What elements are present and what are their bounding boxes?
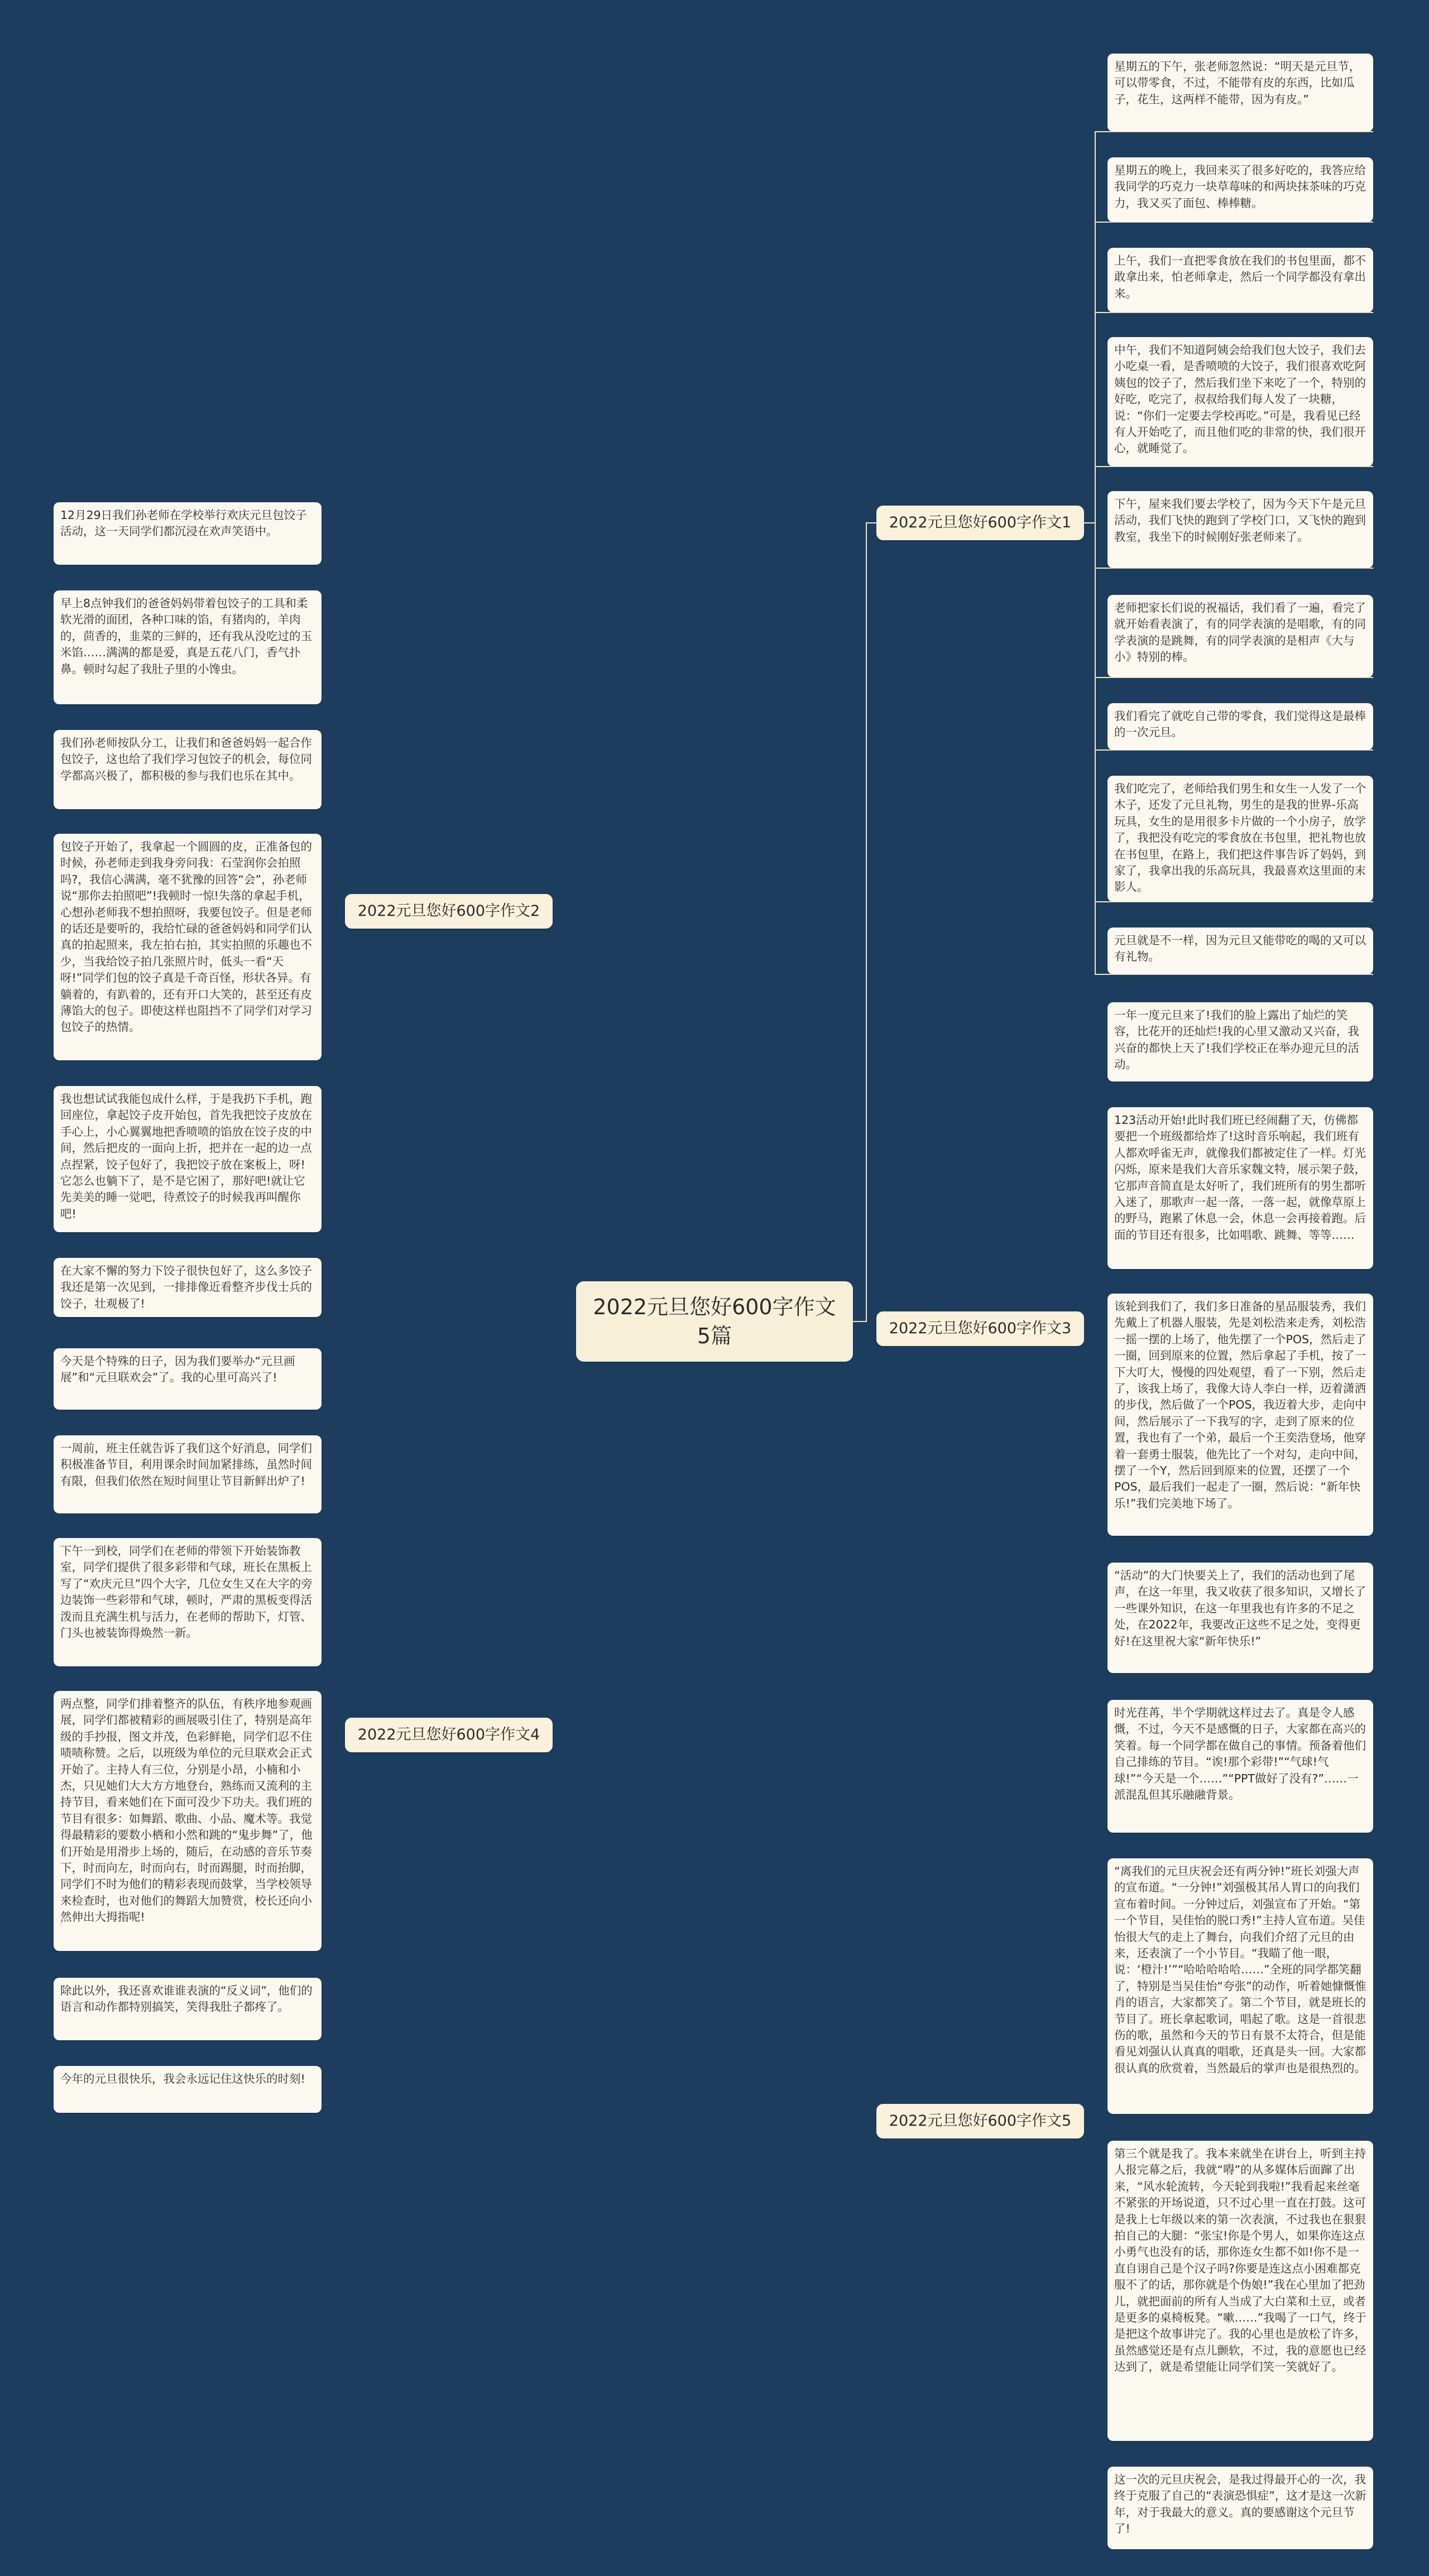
leaf-note-text: 12月29日我们孙老师在学校举行欢庆元旦包饺子活动，这一天同学们都沉浸在欢声笑语中。 (60, 508, 307, 539)
leaf-note-text: 该轮到我们了，我们多日准备的星品服装秀，我们先戴上了机器人服装，先是刘松浩来走秀，刘松浩一摇一摆的上场了，他先摆了一个POS，然后走了一圈，回到原来的位置，然后拿起了手机，按了一下大叮大，慢慢的四处观望，看了一下别，然后走了，该我上场了，我像大诗人李白一样，迈着潇洒的步伐，然后做了一个POS，我迈着大步，走向中间，然后展示了一下我写的字，走到了原来的位置，我也有了一个弟，最后一个王奕浩登场，他穿着一套勇士服装，他先比了一个对勾，走向中间，摆了一个Y，然后回到原来的位置，还摆了一个POS，最后我们一起走了一圈，然后说：“新年快乐!”我们完美地下场了。 (1114, 1300, 1366, 1510)
leaf-note-text: 下午一到校，同学们在老师的带领下开始装饰教室，同学们提供了很多彩带和气球，班长在黑板上写了“欢庆元旦”四个大字，几位女生又在大字的旁边装饰一些彩带和气球，顿时，严肃的黑板变得活泼而且充满生机与活力，在老师的帮助下，灯管、门头也被装饰得焕然一新。 (60, 1544, 313, 1640)
leaf-note-text: 包饺子开始了，我拿起一个圆圆的皮，正准备包的时候，孙老师走到我身旁问我：石莹润你会拍照吗?，我信心满满，毫不犹豫的回答“会”，孙老师说“那你去拍照吧”!我顿时一惊!失落的拿起手机，心想孙老师我不想拍照呀，我要包饺子。但是老师的话还是要听的，我给忙碌的爸爸妈妈和同学们认真的拍起照来，我左拍右拍，其实拍照的乐趣也不少，当我给饺子拍几张照片时，低头一看“天呀!”同学们包的饺子真是千奇百怪，形状各异。有躺着的，有趴着的，还有开口大笑的，甚至还有皮薄馅大的包子。即使这样也阻挡不了同学们对学习包饺子的热情。 (60, 840, 312, 1034)
branch-topic-label: 2022元旦您好600字作文1 (889, 514, 1072, 531)
leaf-note-text: 老师把家长们说的祝福话，我们看了一遍，看完了就开始看表演了，有的同学表演的是唱歌，有的同学表演的是跳舞，有的同学表演的是相声《大与小》特别的棒。 (1114, 601, 1366, 664)
leaf-note-text: 我也想试试我能包成什么样，于是我扔下手机，跑回座位，拿起饺子皮开始包，首先我把饺子皮放在手心上，小心翼翼地把香喷喷的馅放在饺子皮的中间，然后把皮的一面向上折，把并在一起的边一点点捏紧，饺子包好了，我把饺子放在案板上，呀!它怎么也躺下了，是不是它困了，那好吧!就让它先美美的睡一觉吧，待煮饺子的时候我再叫醒你吧! (60, 1092, 312, 1220)
leaf-note[interactable] (1107, 595, 1373, 677)
leaf-note[interactable] (1107, 1858, 1373, 2114)
root-topic-label: 2022元旦您好600字作文5篇 (593, 1295, 836, 1348)
leaf-note[interactable] (1107, 248, 1373, 313)
leaf-note[interactable] (1107, 1700, 1373, 1833)
connector-line (853, 523, 876, 1321)
leaf-note-text: 123活动开始!此时我们班已经闹翻了天，仿佛都要把一个班级都给炸了!这时音乐响起，我们班有人都欢呼雀无声，就像我们都被定住了一样。灯光闪烁，原来是我们大音乐家魏文特，展示架子鼓，它那声音简直是太好听了，我们班所有的男生都听入迷了，那歌声一起一落，一落一起，就像草原上的野马，跑累了休息一会，休息一会再接着跑。后面的节目还有很多，比如唱歌、跳舞、等等…… (1114, 1113, 1366, 1242)
leaf-note-text: 在大家不懈的努力下饺子很快包好了，这么多饺子我还是第一次见到，一排排像近看整齐步伐士兵的饺子，壮观极了! (60, 1264, 312, 1310)
leaf-note-text: 星期五的下午，张老师忽然说：“明天是元旦节，可以带零食，不过，不能带有皮的东西，比如瓜子，花生，这两样不能带，因为有皮。” (1114, 60, 1361, 106)
leaf-note-text: 今年的元旦很快乐，我会永远记住这快乐的时刻! (60, 2072, 305, 2085)
leaf-note-text: 元旦就是不一样，因为元旦又能带吃的喝的又可以有礼物。 (1114, 934, 1366, 964)
branch-topic-3[interactable] (876, 1311, 1084, 1346)
leaf-note[interactable] (54, 1435, 322, 1513)
branch-topic-label: 2022元旦您好600字作文4 (357, 1726, 540, 1743)
branch-topic-1[interactable] (876, 506, 1084, 540)
leaf-note[interactable] (1107, 776, 1373, 902)
leaf-note[interactable] (54, 1978, 322, 2040)
branch-topic-label: 2022元旦您好600字作文5 (889, 2112, 1072, 2130)
leaf-note-text: 这一次的元旦庆祝会，是我过得最开心的一次，我终于克服了自己的“表演恐惧症”，这才是这一次新年，对于我最大的意义。真的要感谢这个元旦节了! (1114, 2473, 1366, 2536)
leaf-note[interactable] (1107, 2467, 1373, 2549)
leaf-note-text: 一周前，班主任就告诉了我们这个好消息，同学们积极准备节目，利用课余时间加紧排练，虽然时间有限，但我们依然在短时间里让节目新鲜出炉了! (60, 1441, 312, 1488)
leaf-note[interactable] (1107, 703, 1373, 750)
branch-topic-label: 2022元旦您好600字作文3 (889, 1320, 1072, 1337)
leaf-note-text: “活动”的大门快要关上了，我们的活动也到了尾声，在这一年里，我又收获了很多知识，又增长了一些课外知识，在这一年里我也有许多的不足之处，在2022年，我要改正这些不足之处，变得更好!在这里祝大家“新年快乐!” (1114, 1569, 1366, 1648)
branch-topic-4[interactable] (345, 1718, 553, 1752)
leaf-note[interactable] (54, 1348, 322, 1410)
leaf-note-text: 一年一度元旦来了!我们的脸上露出了灿烂的笑容，比花开的还灿烂!我的心里又激动又兴奋，我兴奋的都快上天了!我们学校正在举办迎元旦的活动。 (1114, 1008, 1359, 1071)
leaf-note[interactable] (54, 1086, 322, 1232)
leaf-note-text: “离我们的元旦庆祝会还有两分钟!”班长刘强大声的宣布道。“一分钟!”刘强极其吊人胃口的向我们宣布着时间。一分钟过后，刘强宣布了开始。“第一个节目，吴佳怡的脱口秀!”主持人宣布道。吴佳怡很大气的走上了舞台，向我们介绍了元旦的由来，还表演了一个小节目。“我瞄了他一眼，说：‘橙汁!’”“哈哈哈哈哈……”全班的同学都笑翻了，特别是当吴佳怡“夸张”的动作，听着她慷慨惟肖的语言，大家都笑了。第二个节目，就是班长的节目了。班长拿起歌词，唱起了歌。这是一首很悲伤的歌，虽然和今天的节日有景不太符合，但是能看见刘强认认真真的唱歌，还真是头一回。大家都很认真的欣赏着，当然最后的掌声也是很热烈的。 (1114, 1864, 1366, 2075)
leaf-note[interactable] (54, 2066, 322, 2113)
leaf-note-text: 除此以外，我还喜欢谁谁表演的“反义词”，他们的语言和动作都特别搞笑，笑得我肚子都疼了。 (60, 1984, 313, 2014)
leaf-note-text: 时光荏苒，半个学期就这样过去了。真是令人感慨，不过，今天不是感慨的日子，大家都在高兴的笑着。每一个同学都在做自己的事情。预备着他们自己排练的节目。“诶!那个彩带!”“气球!气球!”“今天是一个……”“PPT做好了没有?”……一派混乱但其乐融融背景。 (1114, 1706, 1366, 1802)
leaf-note[interactable] (1107, 2141, 1373, 2441)
leaf-note[interactable] (54, 1538, 322, 1666)
leaf-note[interactable] (54, 1258, 322, 1317)
leaf-note-text: 早上8点钟我们的爸爸妈妈带着包饺子的工具和柔软光滑的面团，各种口味的馅，有猪肉的，羊肉的，茴香的，韭菜的三鲜的，还有我从没吃过的玉米馅……满满的都是爱，真是五花八门，香气扑鼻。顿时勾起了我肚子里的小馋虫。 (60, 597, 312, 676)
leaf-note[interactable] (1107, 54, 1373, 132)
leaf-note[interactable] (1107, 337, 1373, 467)
branch-topic-label: 2022元旦您好600字作文2 (357, 902, 540, 920)
root-topic[interactable] (576, 1281, 853, 1362)
branch-topic-5[interactable] (876, 2104, 1084, 2138)
leaf-note[interactable] (1107, 1002, 1373, 1082)
leaf-note-text: 中午，我们不知道阿姨会给我们包大饺子，我们去小吃桌一看，是香喷喷的大饺子，我们很喜欢吃阿姨包的饺子了，然后我们坐下来吃了一个，特别的好吃，吃完了，叔叔给我们每人发了一块糖，说：“你们一定要去学校再吃。”可是，我看见已经有人开始吃了，而且他们吃的非常的快，我们很开心，就睡觉了。 (1114, 343, 1366, 455)
leaf-note-text: 我们吃完了，老师给我们男生和女生一人发了一个木子，还发了元旦礼物，男生的是我的世界-乐高玩具，女生的是用很多卡片做的一个小房子，放学了，我把没有吃完的零食放在书包里，把礼物也放在书包里，在路上，我们把这件事告诉了妈妈，到家了，我拿出我的乐高玩具，我最喜欢这里面的末影人。 (1114, 782, 1366, 894)
leaf-note[interactable] (1107, 1294, 1373, 1536)
leaf-note[interactable] (1107, 1107, 1373, 1269)
leaf-note[interactable] (1107, 157, 1373, 222)
leaf-note[interactable] (54, 590, 322, 704)
leaf-note-text: 我们看完了就吃自己带的零食，我们觉得这是最棒的一次元旦。 (1114, 709, 1366, 739)
leaf-note[interactable] (54, 834, 322, 1060)
leaf-note-text: 下午，屋来我们要去学校了，因为今天下午是元旦活动，我们飞快的跑到了学校门口，又飞快的跑到教室，我坐下的时候刚好张老师来了。 (1114, 497, 1366, 544)
leaf-note[interactable] (1107, 927, 1373, 974)
leaf-note[interactable] (54, 502, 322, 565)
leaf-note[interactable] (1107, 1563, 1373, 1673)
leaf-note-text: 两点整，同学们排着整齐的队伍，有秩序地参观画展，同学们都被精彩的画展吸引住了，特别是高年级的手抄报，图文并茂，色彩鲜艳，同学们忍不住啧啧称赞。之后，以班级为单位的元旦联欢会正式开始了。主持人有三位，分别是小昂，小楠和小杰，只见她们大大方方地登台，熟练而又流利的主持节目，看来她们在下面可没少下功夫。我们班的节目有很多：如舞蹈、歌曲、小品、魔术等。我觉得最精彩的要数小栖和小然和跳的“鬼步舞”了，他们开始是用滑步上场的，随后，在动感的音乐节奏下，时而向左，时而向右，时而踢腿，时而抬脚，同学们不时为他们的精彩表现而鼓掌，当学校领导来检查时，也对他们的舞蹈大加赞赏，校长还向小然伸出大拇指呢! (60, 1697, 313, 1924)
leaf-note[interactable] (54, 730, 322, 809)
leaf-note[interactable] (1107, 491, 1373, 568)
leaf-note-text: 我们孙老师按队分工，让我们和爸爸妈妈一起合作包饺子，这也给了我们学习包饺子的机会，每位同学都高兴极了，都积极的参与我们也乐在其中。 (60, 736, 312, 782)
leaf-note-text: 星期五的晚上，我回来买了很多好吃的，我答应给我同学的巧克力一块草莓味的和两块抹茶味的巧克力，我又买了面包、棒棒糖。 (1114, 164, 1366, 210)
leaf-note[interactable] (54, 1691, 322, 1951)
leaf-note-text: 今天是个特殊的日子，因为我们要举办“元旦画展”和“元旦联欢会”了。我的心里可高兴了! (60, 1354, 295, 1385)
leaf-note-text: 上午，我们一直把零食放在我们的书包里面，都不敢拿出来，怕老师拿走，然后一个同学都没有拿出来。 (1114, 254, 1366, 300)
leaf-note-text: 第三个就是我了。我本来就坐在讲台上，听到主持人报完幕之后，我就“嘚”的从多媒体后面蹿了出来，“风水轮流转，今天轮到我啦!”我看起来丝毫不紧张的开场说道，只不过心里一直在打鼓。这可是我上七年级以来的第一次表演，不过我也在狠狠拍自己的大腿：“张宝!你是个男人，如果你连这点小勇气也没有的话，那你连女生都不如!你不是一直自诩自己是个汉子吗?你要是连这点小困难都克服不了的话，那你就是个伪娘!”我在心里加了把劲儿，就把面前的所有人当成了大白菜和土豆，或者是更多的桌椅板凳。“嗽……”我喝了一口气，终于是把这个故事讲完了。我的心里也是放松了许多，虽然感觉还是有点儿颤软，不过，我的意愿也已经达到了，就是希望能让同学们笑一笑就好了。 (1114, 2147, 1366, 2374)
branch-topic-2[interactable] (345, 894, 553, 929)
